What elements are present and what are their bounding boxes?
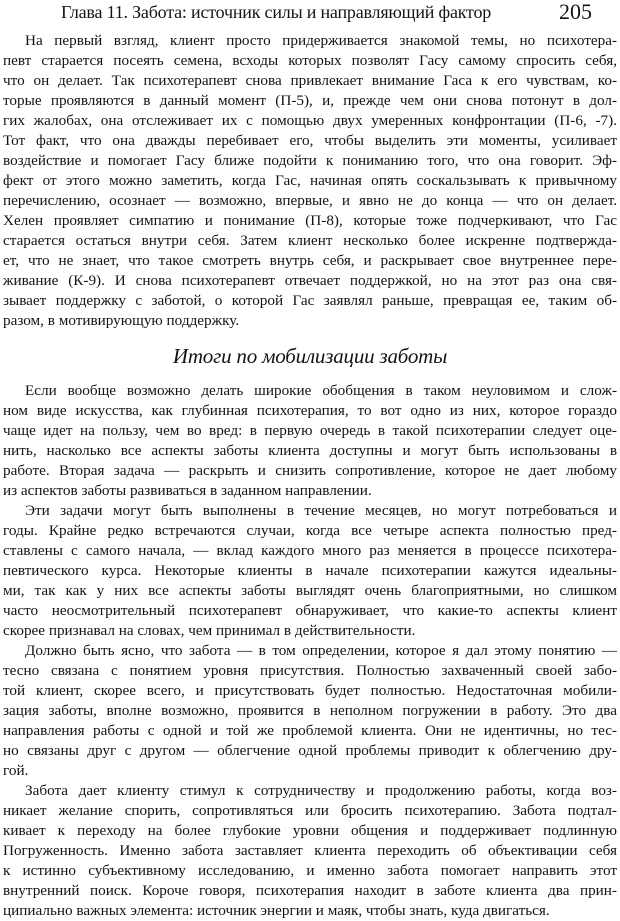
text-line: живание (К-9). И снова психотерапевт отвечает поддержкой, но на этот раз она свя-	[3, 272, 617, 289]
text-line: что он делает. Так психотерапевт снова привлекает внимание Гаса к его чувствам, ко-	[3, 72, 617, 89]
text-line: кивает к переходу на более глубокие уровни общения и поддерживает подлинную	[3, 822, 617, 839]
text-line: той клиент, скорее всего, и присутствовать будет полностью. Недостаточная мобили-	[3, 682, 617, 699]
text-line: воздействие и помогает Гасу ближе подойти к пониманию того, что она говорит. Эф-	[3, 152, 617, 169]
text-line: зывает поддержку с заботой, о которой Гас заявлял раньше, превращая ее, таким об-	[3, 292, 617, 309]
text-line: Забота дает клиенту стимул к сотрудничеству и продолжению работы, когда воз-	[25, 782, 617, 799]
text-line: Эти задачи могут быть выполнены в течение месяцев, но могут потребоваться и	[25, 502, 617, 519]
paragraph-5	[3, 781, 617, 921]
paragraph-2	[3, 381, 617, 501]
text-line: внутренний поиск. Короче говоря, психотерапия находит в заботе клиента два прин-	[3, 882, 617, 899]
text-line: Погруженность. Именно забота заставляет клиента переходить об объективации себя	[3, 842, 617, 859]
text-line: торые проявляются в данный момент (П-5), и, прежде чем они снова потонут в дол-	[3, 92, 617, 109]
text-line: никает желание спорить, сопротивляться или бросить психотерапию. Забота подтал-	[3, 802, 617, 819]
text-line: певт старается посеять семена, всходы которых позволят Гасу самому спросить себя,	[3, 52, 617, 69]
text-line: чаще идет на пользу, чем во вред: в первую очередь в такой психотерапии следует оце-	[3, 422, 617, 439]
text-line: разом, в мотивирующую поддержку.	[3, 312, 240, 329]
text-line: Должно быть ясно, что забота — в том определении, которое я дал этому понятию —	[25, 642, 617, 659]
text-line: певтического курса. Некоторые клиенты в начале психотерапии кажутся идеальны-	[3, 562, 617, 579]
text-line: тесно связана с понятием уровня присутствия. Полностью захваченный своей забо-	[3, 662, 617, 679]
text-line: зация заботы, вполне возможно, проявится в неполном погружении в работу. Это два	[3, 702, 617, 719]
text-line: Если вообще возможно делать широкие обобщения в таком неуловимом и слож-	[25, 382, 617, 399]
text-line: ет, что не знает, что такое смотреть внутрь себя, и раскрывает свое внутреннее пере-	[3, 252, 617, 269]
text-line: ставлены с самого начала, — вклад каждого много раз меняется в процессе психотера-	[3, 542, 617, 559]
text-line: но связаны друг с другом — облегчение одной проблемы приводит к облегчению дру-	[3, 742, 617, 759]
text-line: гих жалобах, она отслеживает их с помощью двух умеренных конфронтации (П-6, -7).	[3, 112, 617, 129]
running-head-title: Глава 11. Забота: источник силы и направляющий фактор	[61, 2, 492, 22]
text-line: ном виде искусства, как глубинная психотерапия, то вот одно из них, которое гораздо	[3, 402, 617, 419]
running-head	[0, 0, 620, 26]
text-line: Тот факт, что она дважды перебивает его, чтобы выделить эти моменты, усиливает	[3, 132, 617, 149]
text-line: старается остаться внутри себя. Затем клиент несколько более искренне подтвержда-	[3, 232, 617, 249]
text-line: перечислению, осознает — возможно, впервые, и явно не до конца — что он делает.	[3, 192, 617, 209]
paragraph-4	[3, 641, 617, 781]
text-line: ципиально важных элемента: источник энергии и маяк, чтобы знать, куда двигаться.	[3, 902, 550, 919]
text-line: из аспектов заботы развиваться в заданном направлении.	[3, 482, 372, 499]
text-line: ми, так как у них все аспекты заботы выглядят очень благоприятными, но слишком	[3, 582, 617, 599]
section-heading: Итоги по мобилизации заботы	[172, 344, 448, 368]
paragraph-1	[3, 31, 617, 331]
text-line: скорее признавал на словах, чем принимал в действительности.	[3, 622, 416, 639]
text-line: нить, насколько все аспекты заботы клиента доступны и могут быть использованы в	[3, 442, 617, 459]
text-line: Хелен проявляет симпатию и понимание (П-8), которые тоже подчеркивают, что Гас	[3, 212, 617, 229]
text-line: годы. Крайне редко встречаются случаи, когда все четыре аспекта полностью пред-	[3, 522, 617, 539]
text-line: фект от этого можно заметить, когда Гас, начиная опять соскальзывать к привычному	[3, 172, 617, 189]
text-line: к истинно субъективному исследованию, и именно забота помогает направить этот	[3, 862, 617, 879]
paragraph-3	[3, 501, 617, 641]
text-line: гой.	[3, 762, 29, 779]
text-line: работе. Вторая задача — раскрыть и снизить сопротивление, которое не дает любому	[3, 462, 617, 479]
text-line: На первый взгляд, клиент просто придерживается знакомой темы, но психотера-	[25, 32, 617, 49]
text-line: направления работы с одной и той же проблемой клиента. Они не идентичны, но тес-	[3, 722, 617, 739]
page-number: 205	[559, 0, 592, 24]
text-line: часто неосмотрительный психотерапевт обнаруживает, что какие-то аспекты клиент	[3, 602, 617, 619]
